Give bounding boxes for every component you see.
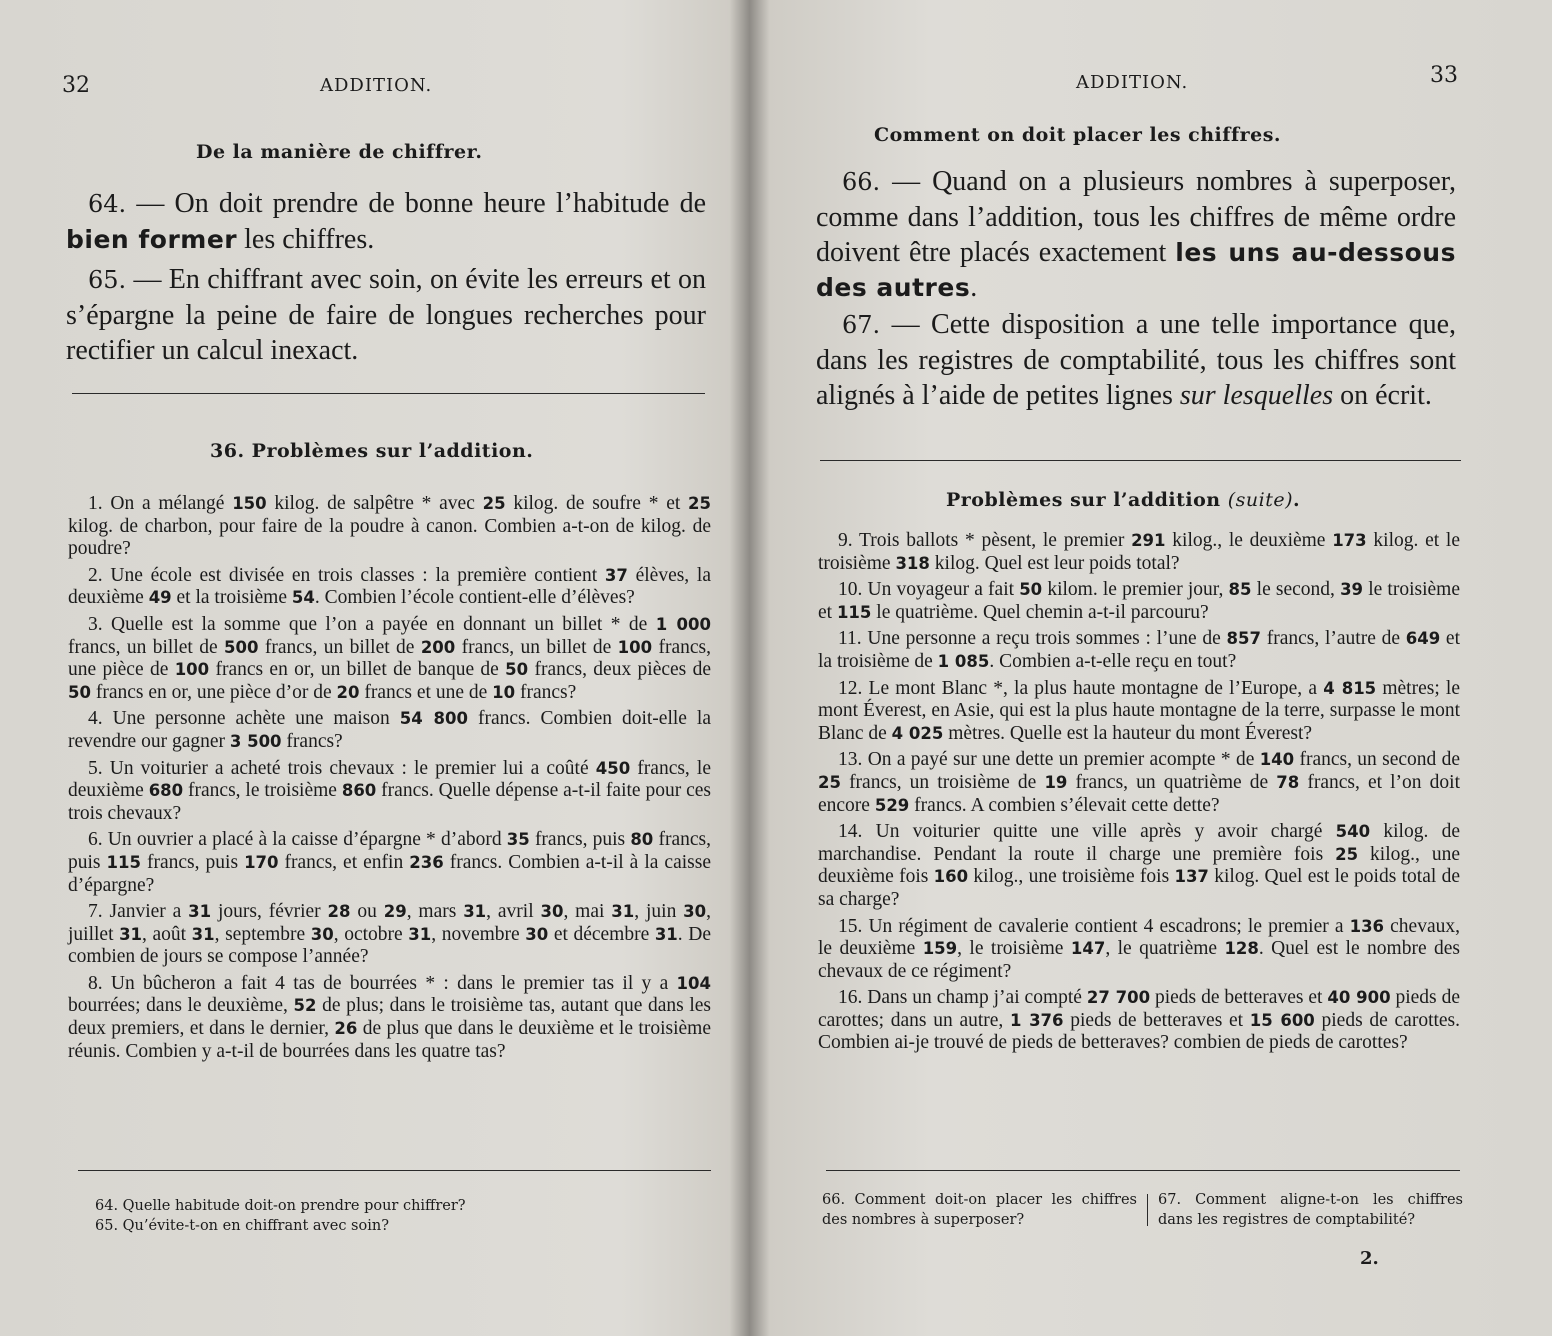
paragraph-text: les chiffres.	[237, 224, 375, 255]
problem-10: 10. Un voyageur a fait 50 kilom. le premier jour, 85 le second, 39 le troisième et 115 le quatrième. Quel chemin a-t-il parcouru?	[818, 579, 1460, 623]
problems-list	[818, 530, 1460, 1059]
review-questions	[95, 1196, 695, 1236]
paragraph-number: 65.	[88, 266, 127, 294]
problems-title-text: Problèmes sur l’addition	[946, 489, 1221, 511]
bold-phrase: bien former	[66, 225, 238, 254]
paragraph-text: — En chiffrant avec soin, on évite les erreurs et on s’épargne la peine de faire de longues recherches pour rectifier un calcul inexact.	[66, 264, 706, 366]
paragraph-number: 67.	[842, 311, 881, 339]
paragraph-64	[66, 186, 706, 257]
problem-8: 8. Un bûcheron a fait 4 tas de bourrées * : dans le premier tas il y a 104 bourrées; dans le deuxième, 52 de plus; dans le troisième tas, autant que dans les deux premiers, et dans le dernier, 26 de plus que dans le deuxième et le troisième réunis. Combien y a-t-il de bourrées dans les quatre tas?	[68, 972, 711, 1062]
problem-16: 16. Dans un champ j’ai compté 27 700 pieds de betteraves et 40 900 pieds de carottes; dans un autre, 1 376 pieds de betteraves et 15 600 pieds de carottes. Combien ai-je trouvé de pieds de betteraves? combien de pieds de carottes?	[818, 987, 1461, 1054]
footer-divider	[826, 1170, 1460, 1171]
problem-2: 2. Une école est divisée en trois classes : la première contient 37 élèves, la deuxième 49 et la troisième 54. Combien l’école contient-elle d’élèves?	[68, 564, 711, 609]
section-title: De la manière de chiffrer.	[196, 141, 483, 163]
paragraph-text: — On doit prendre de bonne heure l’habitude de	[126, 188, 706, 219]
column-separator	[1147, 1194, 1148, 1226]
problem-11: 11. Une personne a reçu trois sommes : l’une de 857 francs, l’autre de 649 et la troisième de 1 085. Combien a-t-elle reçu en tout?	[818, 628, 1460, 672]
running-head: ADDITION.	[1076, 72, 1189, 93]
question-66: 66. Comment doit-on placer les chiffres des nombres à superposer?	[822, 1192, 1137, 1228]
problem-4: 4. Une personne achète une maison 54 800 francs. Combien doit-elle la revendre our gagner 3 500 francs?	[68, 708, 711, 752]
problems-title-suffix: (suite)	[1227, 489, 1294, 511]
paragraph-65	[66, 262, 706, 368]
problem-1: 1. On a mélangé 150 kilog. de salpêtre * avec 25 kilog. de soufre * et 25 kilog. de charbon, pour faire de la poudre à canon. Combien a-t-on de kilog. de poudre?	[68, 493, 711, 560]
paragraph-66	[816, 164, 1456, 305]
running-head: ADDITION.	[320, 75, 433, 96]
section-title: Comment on doit placer les chiffres.	[874, 124, 1282, 146]
problem-5: 5. Un voiturier a acheté trois chevaux : le premier lui a coûté 450 francs, le deuxième 680 francs, le troisième 860 francs. Quelle dépense a-t-il faite pour ces trois chevaux?	[68, 757, 711, 824]
right-page	[750, 0, 1552, 1336]
bold-phrase: les uns au-dessous des autres	[816, 238, 1456, 302]
problems-title-end: .	[1293, 489, 1301, 511]
question-64: 64. Quelle habitude doit-on prendre pour chiffrer?	[95, 1198, 466, 1214]
paragraph-text: .	[970, 272, 978, 303]
question-67: 67. Comment aligne-t-on les chiffres dans les registres de comptabilité?	[1158, 1192, 1463, 1228]
problem-3: 3. Quelle est la somme que l’on a payée en donnant un billet * de 1 000 francs, un billet de 500 francs, un billet de 200 francs, un billet de 100 francs, une pièce de 100 francs en or, un billet de banque de 50 francs, deux pièces de 50 francs en or, une pièce d’or de 20 francs et une de 10 francs?	[68, 613, 712, 703]
paragraph-text: — Quand on a plusieurs nombres à superposer, comme dans l’addition, tous les chiffres de même ordre doivent être placés exactement	[816, 166, 1456, 268]
problem-9: 9. Trois ballots * pèsent, le premier 291 kilog., le deuxième 173 kilog. et le troisième 318 kilog. Quel est leur poids total?	[818, 530, 1460, 574]
problem-15: 15. Un régiment de cavalerie contient 4 escadrons; le premier a 136 chevaux, le deuxième 159, le troisième 147, le quatrième 128. Quel est le nombre des chevaux de ce régiment?	[818, 915, 1460, 982]
italic-phrase: sur lesquelles	[1179, 380, 1334, 411]
page-number: 32	[62, 73, 90, 98]
problem-7: 7. Janvier a 31 jours, février 28 ou 29, mars 31, avril 30, mai 31, juin 30, juillet 31, août 31, septembre 30, octobre 31, novembre 30 et décembre 31. De combien de jours se compose l’année?	[68, 901, 712, 968]
section-divider	[72, 393, 705, 394]
problem-14: 14. Un voiturier quitte une ville après y avoir chargé 540 kilog. de marchandise. Pendant la route il charge une première fois 25 kilog., une deuxième fois 160 kilog., une troisième fois 137 kilog. Quel est le poids total de sa charge?	[818, 821, 1460, 910]
page-number: 33	[1430, 63, 1458, 88]
problem-13: 13. On a payé sur une dette un premier acompte * de 140 francs, un second de 25 francs, un troisième de 19 francs, un quatrième de 78 francs, et l’on doit encore 529 francs. A combien s’élevait cette dette?	[818, 749, 1460, 816]
problems-list	[68, 493, 711, 1067]
problem-6: 6. Un ouvrier a placé à la caisse d’épargne * d’abord 35 francs, puis 80 francs, puis 115 francs, puis 170 francs, et enfin 236 francs. Combien a-t-il à la caisse d’épargne?	[68, 829, 711, 896]
paragraph-number: 66.	[842, 168, 881, 196]
footer-divider	[78, 1170, 711, 1171]
paragraph-67	[816, 307, 1456, 413]
problems-title	[946, 489, 1300, 511]
review-questions	[822, 1190, 1464, 1230]
question-65: 65. Qu’évite-t-on en chiffrant avec soin?	[95, 1218, 389, 1234]
problems-title: 36. Problèmes sur l’addition.	[210, 440, 534, 462]
problem-12: 12. Le mont Blanc *, la plus haute montagne de l’Europe, a 4 815 mètres; le mont Éverest, en Asie, qui est la plus haute montagne de la terre, surpasse le mont Blanc de 4 025 mètres. Quelle est la hauteur du mont Éverest?	[818, 677, 1461, 744]
paragraph-text: on écrit.	[1333, 380, 1432, 411]
paragraph-text: — Cette disposition a une telle importance que, dans les registres de comptabilité, tous les chiffres sont alignés à l’aide de petites lignes	[816, 309, 1456, 411]
left-page	[0, 0, 750, 1336]
signature-mark: 2.	[1360, 1248, 1379, 1269]
paragraph-number: 64.	[88, 190, 127, 218]
section-divider	[820, 460, 1461, 461]
